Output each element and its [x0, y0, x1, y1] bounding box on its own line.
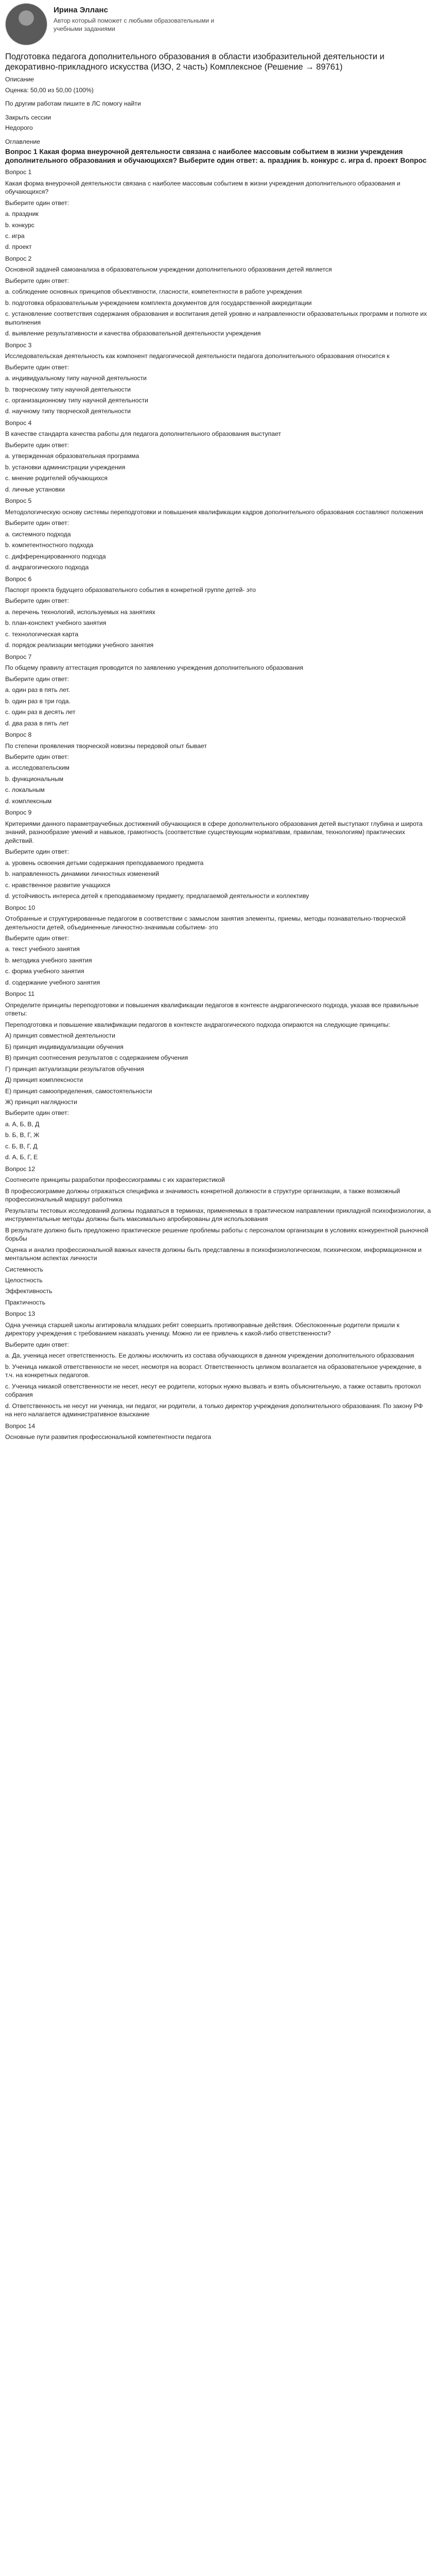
answer-option[interactable]: c. форма учебного занятия	[5, 968, 84, 975]
choose-answer-label: Выберите один ответ:	[5, 848, 69, 856]
answer-option[interactable]: a. соблюдение основных принципов объективности, гласности, компетентности в работе учреждения	[5, 288, 302, 296]
answer-option[interactable]: c. Б, В, Г, Д	[5, 1142, 38, 1150]
answer-option[interactable]: c. технологическая карта	[5, 630, 79, 638]
question-text: В качестве стандарта качества работы для педагога дополнительного образования выступает	[5, 430, 281, 438]
question-label: Вопрос 4	[5, 419, 32, 427]
answer-option[interactable]: b. компетентностного подхода	[5, 541, 94, 549]
question-subtext: Практичность	[5, 1298, 46, 1306]
question-text: По степени проявления творческой новизны передовой опыт бывает	[5, 742, 207, 750]
choose-answer-label: Выберите один ответ:	[5, 519, 69, 527]
question-label: Вопрос 2	[5, 255, 32, 262]
answer-option[interactable]: c. нравственное развитие учащихся	[5, 881, 111, 889]
answer-option[interactable]: b. творческому типу научной деятельности	[5, 385, 131, 393]
answer-option[interactable]: b. Б, В, Г, Ж	[5, 1131, 40, 1139]
author-description: Автор который поможет с любыми образовательными и учебными заданиями	[54, 17, 215, 33]
question-subtext: Д) принцип комплексности	[5, 1076, 83, 1084]
answer-option[interactable]: d. выявление результативности и качества образовательной деятельности учреждения	[5, 330, 261, 337]
answer-option[interactable]: c. дифференцированного подхода	[5, 552, 106, 560]
question-subtext: А) принцип совместной деятельности	[5, 1032, 115, 1040]
answer-option[interactable]: b. один раз в три года.	[5, 697, 71, 705]
choose-answer-label: Выберите один ответ:	[5, 1109, 69, 1117]
answer-option[interactable]: c. локальным	[5, 786, 45, 794]
choose-answer-label: Выберите один ответ:	[5, 199, 69, 207]
author-name[interactable]: Ирина Элланс	[54, 6, 108, 14]
question-text: Исследовательская деятельность как компонент педагогической деятельности педагога дополнительного образования относится к	[5, 352, 390, 360]
answer-option[interactable]: d. андрагогического подхода	[5, 564, 89, 571]
question-subtext: Б) принцип индивидуализации обучения	[5, 1043, 124, 1050]
answer-option[interactable]: a. уровень освоения детьми содержания преподаваемого предмета	[5, 859, 204, 867]
answer-option[interactable]: b. направленность динамики личностных изменений	[5, 870, 159, 878]
contact-note: По другим работам пишите в ЛС помогу найти	[5, 100, 141, 108]
question-text: Критериями данного параметраучебных достижений обучающихся в сфере дополнительного образования детей выступают глубина и широта знаний, разнообразие умений и навыков, грамотность (соответствие существующим нормативам, правилам, технологиям) практических действий.	[5, 820, 423, 844]
question-text: Основной задачей самоанализа в образовательном учреждении дополнительного образования детей является	[5, 266, 332, 274]
answer-option[interactable]: d. А, Б, Г, Е	[5, 1154, 38, 1161]
question-subtext: В профессиограмме должны отражаться специфика и значимость конкретной должности в структуре организации, а также возможный профессиональный маршрут работника	[5, 1187, 400, 1204]
answer-option[interactable]: a. текст учебного занятия	[5, 945, 80, 953]
answer-option[interactable]: d. два раза в пять лет	[5, 719, 69, 727]
question-label: Вопрос 11	[5, 990, 35, 998]
answer-option[interactable]: d. научному типу творческой деятельности	[5, 408, 131, 415]
answer-option[interactable]: d. комплексным	[5, 797, 52, 805]
answer-option[interactable]: c. мнение родителей обучающихся	[5, 474, 108, 482]
question-label: Вопрос 1	[5, 168, 32, 176]
page-title: Подготовка педагога дополнительного образования в области изобразительной деятельности и декоративно-прикладного искусства (ИЗО, 2 часть) Комплексное (Решение → 89761)	[5, 52, 385, 72]
question-label: Вопрос 13	[5, 1310, 36, 1318]
question-label: Вопрос 6	[5, 575, 32, 583]
answer-option[interactable]: c. игра	[5, 232, 25, 240]
answer-option[interactable]: a. системного подхода	[5, 530, 71, 538]
author-header	[5, 3, 431, 45]
answer-option[interactable]: a. Да, ученица несет ответственность. Ее должны исключить из состава обучающихся в данном учреждении дополнительного образования	[5, 1352, 414, 1360]
answer-option[interactable]: b. Ученица никакой ответственности не несет, несмотря на возраст. Ответственность целиком возлагается на образовательное учреждение, в т.ч. на конкретных педагогов.	[5, 1363, 422, 1379]
answer-option[interactable]: d. проект	[5, 243, 32, 251]
answer-option[interactable]: a. индивидуальному типу научной деятельности	[5, 375, 147, 382]
choose-answer-label: Выберите один ответ:	[5, 363, 69, 371]
choose-answer-label: Выберите один ответ:	[5, 753, 69, 760]
answer-option[interactable]: c. установление соответствия содержания образования и воспитания детей уровню и направленности образовательных программ и полноте их выполнения	[5, 310, 427, 326]
question-label: Вопрос 14	[5, 1422, 36, 1430]
answer-option[interactable]: d. порядок реализации методики учебного занятия	[5, 641, 154, 649]
choose-answer-label: Выберите один ответ:	[5, 934, 69, 942]
question-label: Вопрос 9	[5, 809, 32, 817]
question-subtext: Ж) принцип наглядности	[5, 1098, 77, 1106]
question-label: Вопрос 8	[5, 731, 32, 739]
question-text: Одна ученица старшей школы агитировала младших ребят совершить противоправные действия. Обеспокоенные родители пришли к директору учреждения с требованием наказать ученицу. Можно ли ее привлечь к какой-либо ответственности?	[5, 1321, 399, 1337]
answer-option[interactable]: b. установки администрации учреждения	[5, 463, 126, 471]
questions-list	[5, 168, 431, 1441]
choose-answer-label: Выберите один ответ:	[5, 597, 69, 605]
question-subtext: Переподготовка и повышение квалификации педагогов в контексте андрагогического подхода опираются на следующие принципы:	[5, 1021, 390, 1028]
question-label: Вопрос 12	[5, 1165, 36, 1173]
question-label: Вопрос 7	[5, 653, 32, 660]
question-label: Вопрос 10	[5, 904, 36, 911]
answer-option[interactable]: c. один раз в десять лет	[5, 708, 76, 716]
answer-option[interactable]: c. Ученица никакой ответственности не несет, несут ее родители, которых нужно вызвать и взять объяснительную, а также оставить протокол собрания	[5, 1382, 421, 1399]
answer-option[interactable]: a. исследовательским	[5, 764, 69, 772]
author-info	[54, 3, 223, 33]
answer-option[interactable]: a. перечень технологий, используемых на занятиях	[5, 608, 155, 616]
question-text: Какая форма внеурочной деятельности связана с наиболее массовым событием в жизни учреждения дополнительного образования и обучающихся?	[5, 179, 400, 196]
question-text: Паспорт проекта будущего образовательного события в конкретной группе детей- это	[5, 586, 256, 594]
question-subtext: Целостность	[5, 1276, 43, 1284]
answer-option[interactable]: b. конкурс	[5, 221, 34, 229]
answer-option[interactable]: b. подготовка образовательным учреждением комплекта документов для государственной аккредитации	[5, 299, 312, 307]
question-text: Основные пути развития профессиональной компетентности педагога	[5, 1433, 212, 1440]
question-text: Определите принципы переподготовки и повышения квалификации педагогов в контексте андрагогического подхода, указав все правильные ответы:	[5, 1001, 419, 1018]
author-avatar[interactable]	[5, 3, 47, 45]
contents-label: Оглавление	[5, 138, 40, 145]
question-subtext: Г) принцип актуализации результатов обучения	[5, 1065, 144, 1073]
choose-answer-label: Выберите один ответ:	[5, 1341, 69, 1348]
question-label: Вопрос 5	[5, 497, 32, 505]
price-note: Недорого	[5, 124, 33, 132]
question-text: Отобранные и структурированные педагогом в соответствии с замыслом занятия элементы, приемы, методы познавательно-творческой деятельности детей, объединенные личностно-значимым событием- это	[5, 915, 406, 931]
question-subtext: В результате должно быть предложено практическое решение проблемы работы с персоналом организации в условиях конкурентной рыночной борьбы	[5, 1226, 429, 1243]
question-text: Соотнесите принципы разработки профессиограммы с их характеристикой	[5, 1176, 225, 1184]
question-subtext: Оценка и анализ профессиональной важных качеств должны быть представлены в психофизиологическом, психическом, информационном и ментальном аспектах личности	[5, 1246, 422, 1262]
question-subtext: В) принцип соотнесения результатов с содержанием обучения	[5, 1054, 188, 1062]
question-text: По общему правилу аттестация проводится по заявлению учреждения дополнительного образования	[5, 664, 303, 672]
rating-text: Оценка: 50,00 из 50,00 (100%)	[5, 86, 94, 94]
answer-option[interactable]: b. методика учебного занятия	[5, 956, 92, 964]
answer-option[interactable]: b. план-конспект учебного занятия	[5, 619, 107, 627]
answer-option[interactable]: c. организационному типу научной деятельности	[5, 397, 148, 404]
question-subtext: Результаты тестовых исследований должны подаваться в терминах, применяемых в практическом направлении прикладной психофизиологии, а инструментальные методы должны быть максимально апробированы для использования	[5, 1207, 431, 1223]
question-subtext: Е) принцип самоопределения, самостоятельности	[5, 1087, 152, 1095]
answer-option[interactable]: b. функциональным	[5, 775, 64, 783]
answer-option[interactable]: a. один раз в пять лет.	[5, 686, 70, 694]
choose-answer-label: Выберите один ответ:	[5, 277, 69, 284]
question-text: Методологическую основу системы переподготовки и повышения квалификации кадров дополнительного образования составляют положения	[5, 508, 424, 516]
choose-answer-label: Выберите один ответ:	[5, 675, 69, 683]
answer-option[interactable]: d. Ответственность не несут ни ученица, ни педагог, ни родители, а только директор учреждения дополнительного образования. По закону РФ на него налагается административное взыскание	[5, 1402, 423, 1418]
description-label: Описание	[5, 76, 34, 83]
answer-option[interactable]: d. личные установки	[5, 485, 65, 493]
answer-option[interactable]: d. устойчивость интереса детей к преподаваемому предмету, предлагаемой деятельности и коллективу	[5, 892, 309, 900]
close-session-link[interactable]: Закрыть сессии	[5, 113, 51, 121]
question-subtext: Системность	[5, 1265, 43, 1273]
contents-preview: Вопрос 1 Какая форма внеурочной деятельности связана с наиболее массовым событием в жизни учреждения дополнительного образования и обучающихся? Выберите один ответ: a. праздник b. конкурс c. игра d. проект Вопрос	[5, 148, 427, 164]
answer-option[interactable]: d. содержание учебного занятия	[5, 978, 100, 986]
choose-answer-label: Выберите один ответ:	[5, 441, 69, 449]
answer-option[interactable]: a. утвержденная образовательная программа	[5, 452, 139, 460]
answer-option[interactable]: a. праздник	[5, 210, 39, 218]
question-subtext: Эффективность	[5, 1287, 53, 1295]
answer-option[interactable]: a. А, Б, В, Д	[5, 1120, 40, 1128]
question-label: Вопрос 3	[5, 341, 32, 349]
